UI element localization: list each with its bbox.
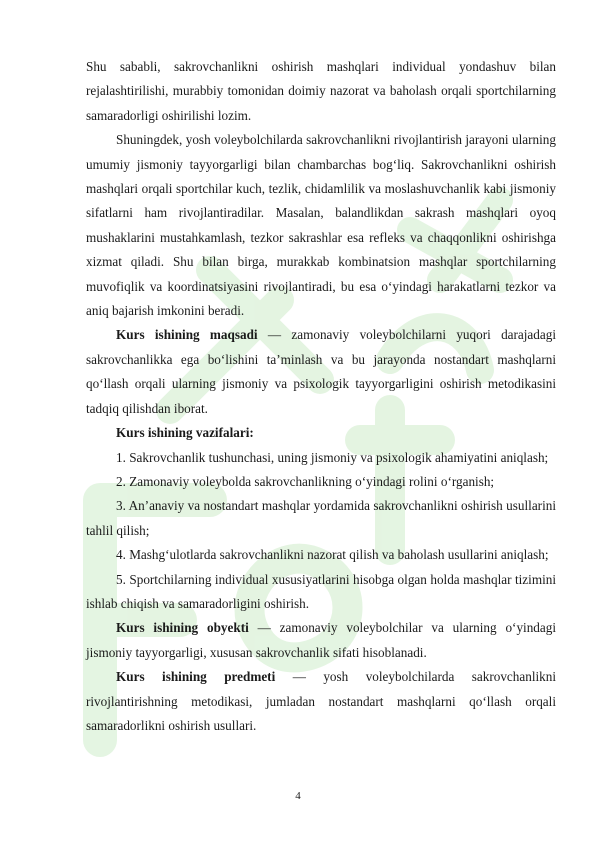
goal-text: — zamonaviy voleybolchilarni yuqori darajadagi sakrovchanlikka ega bo‘lishini ta’minlash va bu jarayonda nostandart mashqlarni qo‘llash orqali ularning jismoniy va psixologik tayyorgarligini oshirish metodikasini tadqiq qilishdan iborat. [86,327,556,416]
task-item-2 [86,470,556,494]
goal-heading: Kurs ishining maqsadi [116,327,258,343]
paragraph-subject [86,665,556,738]
object-heading: Kurs ishining obyekti [116,620,249,636]
paragraph-2 [86,128,556,323]
page-number: 4 [295,790,301,802]
paragraph-object [86,616,556,665]
object-text: — zamonaviy voleybolchilar va ularning o‘yindagi jismoniy tayyorgarligi, xususan sakrovchanlik sifati hisoblanadi. [86,620,557,660]
task-item-2-text: 2. Zamonaviy voleybolda sakrovchanlikning o‘yindagi rolini o‘rganish; [116,473,495,489]
task-item-1 [86,446,556,470]
paragraph-1-text: Shu sababli, sakrovchanlikni oshirish mashqlari individual yondashuv bilan rejalashtirilishi, murabbiy tomonidan doimiy nazorat va baholash orqali sportchilarning samaradorligi oshirilishi lozim. [86,59,556,123]
task-item-4 [86,543,556,567]
paragraph-tasks-heading [86,421,556,445]
task-item-3 [86,494,556,543]
task-item-5-text: 5. Sportchilarning individual xususiyatlarini hisobga olgan holda mashqlar tizimini ishlab chiqish va samaradorligini oshirish. [86,571,556,611]
tasks-heading: Kurs ishining vazifalari: [116,425,254,441]
subject-text: — yosh voleybolchilarda sakrovchanlikni rivojlantirishning metodikasi, jumladan nostandart mashqlarni qo‘llash orqali samaradorlikni oshirish usullari. [86,669,556,733]
paragraph-1 [86,55,556,128]
subject-heading: Kurs ishining predmeti [116,669,276,685]
task-item-4-text: 4. Mashg‘ulotlarda sakrovchanlikni nazorat qilish va baholash usullarini aniqlash; [116,547,549,563]
paragraph-goal [86,323,556,421]
task-item-1-text: 1. Sakrovchanlik tushunchasi, uning jismoniy va psixologik ahamiyatini aniqlash; [116,449,549,465]
task-item-3-text: 3. An’anaviy va nostandart mashqlar yordamida sakrovchanlikni oshirish usullarini tahlil qilish; [86,498,556,538]
paragraph-2-text: Shuningdek, yosh voleybolchilarda sakrovchanlikni rivojlantirish jarayoni ularning umumiy jismoniy tayyorgarligi bilan chambarchas bog‘liq. Sakrovchanlikni oshirish mashqlari orqali sportchilar kuch, tezlik, chidamlilik va moslashuvchanlik kabi jismoniy sifatlarni ham rivojlantiradilar. Masalan, balandlikdan sakrash mashqlari oyoq mushaklarini mustahkamlash, tezkor sakrashlar esa refleks va chaqqonlikni oshirishga xizmat qiladi. Shu bilan birga, murakkab kombinatsion mashqlar sportchilarning muvofiqlik va koordinatsiyasini rivojlantiradi, bu esa o‘yindagi harakatlarni tezkor va aniq bajarish imkonini beradi. [86,132,556,319]
body-text [86,55,556,738]
task-item-5 [86,568,556,617]
